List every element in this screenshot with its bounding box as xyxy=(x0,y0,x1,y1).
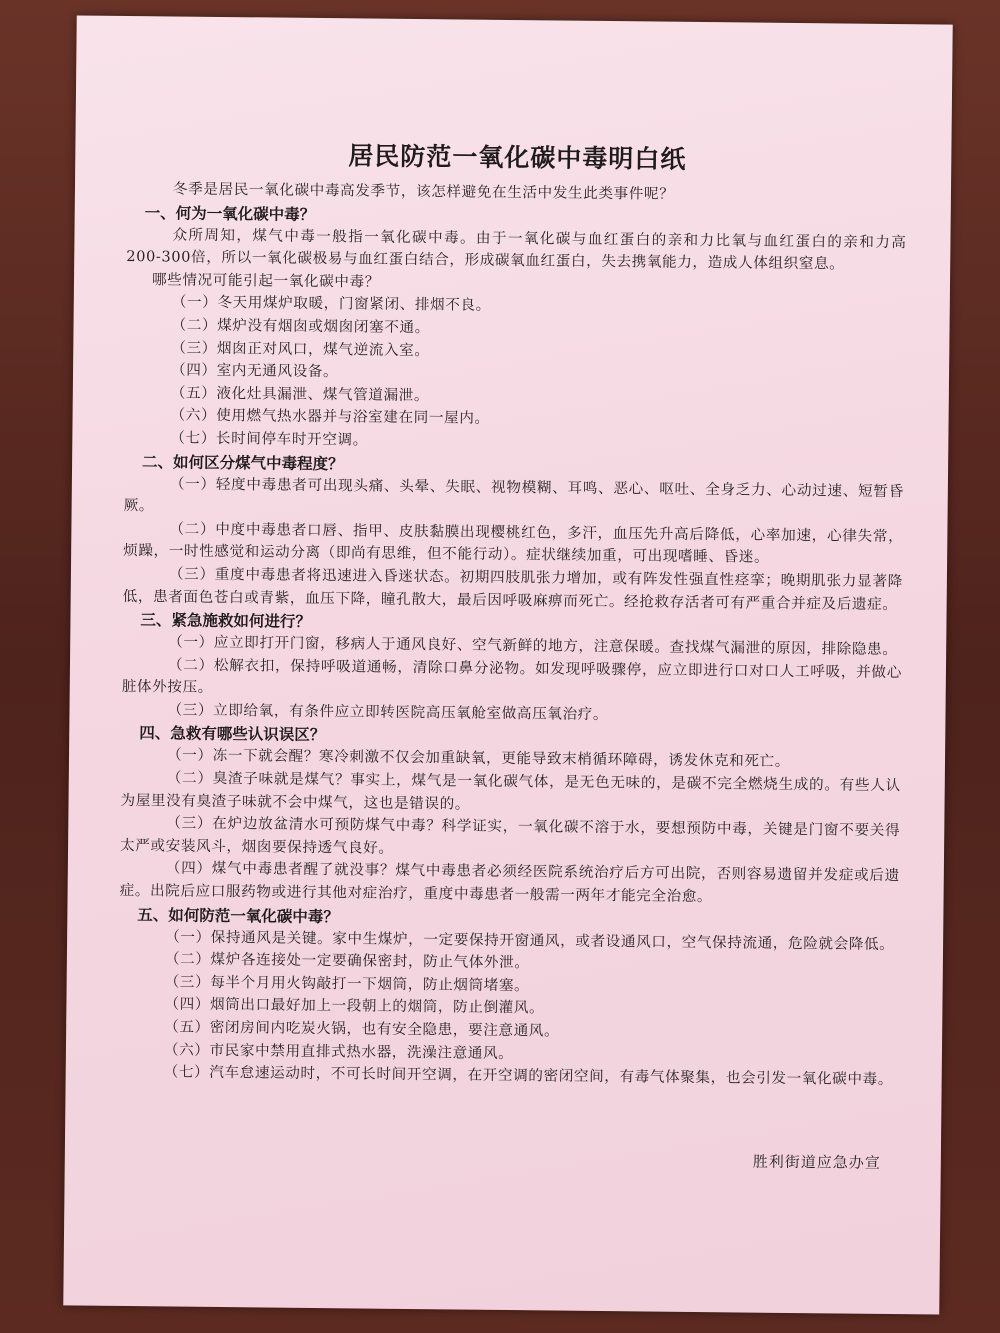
section-5-last-paragraph: （七）汽车怠速运动时，不可长时间开空调，在开空调的密闭空间，有毒气体聚集，也会引发一氧化碳中毒。 xyxy=(163,1063,894,1089)
section-3-heading: 三、紧急施救如何进行？ xyxy=(140,610,312,632)
section-4-heading: 四、急救有哪些认识误区？ xyxy=(139,723,326,745)
notice-content xyxy=(118,134,908,1092)
section-1-item: （五）液化灶具漏泄、煤气管道漏泄。 xyxy=(170,384,430,404)
section-5-item: （六）市民家中禁用直排式热水器，洗澡注意通风。 xyxy=(163,1041,514,1062)
section-1-item: （四）室内无通风设备。 xyxy=(170,361,339,381)
section-2-paragraph: （二）中度中毒患者口唇、指甲、皮肤黏膜出现樱桃红色，多汗，血压先升高后降低，心率加速，心律失常，烦躁，一时性感觉和运动分离（即尚有思维，但不能行动）。症状继续加重，可出现嗜睡、昏迷。 xyxy=(123,520,904,567)
section-1-paragraph: 众所周知，煤气中毒一般指一氧化碳中毒。由于一氧化碳与血红蛋白的亲和力比氧与血红蛋白的亲和力高200-300倍，所以一氧化碳极易与血红蛋白结合，形成碳氧血红蛋白，失去携氧能力，造成人体组织窒息。 xyxy=(126,226,907,273)
section-2-paragraph: （一）轻度中毒患者可出现头痛、头晕、失眠、视物模糊、耳鸣、恶心、呕吐、全身乏力、心动过速、短暂昏厥。 xyxy=(123,474,904,515)
section-1-item: （三）烟囱正对风口，煤气逆流入室。 xyxy=(171,339,430,359)
section-3-paragraph: （一）应立即打开门窗，移病人于通风良好、空气新鲜的地方，注意保暖。查找煤气漏泄的原因，排除隐患。 xyxy=(168,633,898,659)
section-2-heading: 二、如何区分煤气中毒程度？ xyxy=(142,451,344,473)
section-5-item: （三）每半个月用火钩敲打一下烟筒，防止烟筒堵塞。 xyxy=(164,973,530,995)
section-3-paragraph: （二）松解衣扣，保持呼吸道通畅，清除口鼻分泌物。如发现呼吸骤停，应立即进行口对口人工呼吸，并做心脏体外按压。 xyxy=(121,656,903,697)
issuer-signature: 胜利街道应急办宣 xyxy=(752,1152,881,1172)
section-1-item: （一）冬天用煤炉取暖，门窗紧闭、排烟不良。 xyxy=(171,293,491,315)
section-5-item: （二）煤炉各连接处一定要确保密封，防止气体外泄。 xyxy=(164,950,530,972)
section-5-paragraph: （一）保持通风是关键。家中生煤炉，一定要保持开窗通风，或者设通风口，空气保持流通，危险就会降低。 xyxy=(165,928,895,953)
intro-paragraph: 冬季是居民一氧化碳中毒高发季节，该怎样避免在生活中发生此类事件呢？ xyxy=(172,180,675,203)
section-1-item: （六）使用燃气热水器并与浴室建在同一屋内。 xyxy=(170,406,490,428)
section-1-heading: 一、何为一氧化碳中毒？ xyxy=(144,202,316,224)
section-5-item: （四）烟筒出口最好加上一段朝上的烟筒，防止倒灌风。 xyxy=(164,995,545,1017)
section-2-paragraph: （三）重度中毒患者将迅速进入昏迷状态。初期四肢肌张力增加，或有阵发性强直性痉挛；晚期肌张力显著降低，患者面色苍白或青紫，血压下降，瞳孔散大，最后因呼吸麻痹而死亡。经抢救存活者可有严重合并症及后遗症。 xyxy=(122,565,903,613)
section-5-item: （五）密闭房间内吃炭火锅，也有安全隐患，要注意通风。 xyxy=(164,1018,560,1040)
section-4-paragraph: （四）煤气中毒患者醒了就没事？煤气中毒患者必须经医院系统治疗后方可出院，否则容易遗留并发症或后遗症。出院后应口服药物或进行其他对症治疗，重度中毒患者一般需一两年才能完全治愈。 xyxy=(119,859,900,906)
pink-notice-paper xyxy=(63,15,952,1314)
section-1-item: （二）煤炉没有烟囱或烟囱闭塞不通。 xyxy=(171,316,430,337)
section-3-paragraph: （三）立即给氧，有条件应立即转医院高压氧舱室做高压氧治疗。 xyxy=(167,701,609,723)
notice-title: 居民防范一氧化碳中毒明白纸 xyxy=(348,141,687,174)
section-1-subheading: 哪些情况可能引起一氧化碳中毒？ xyxy=(151,271,381,291)
section-4-paragraph: （二）臭渣子味就是煤气？事实上，煤气是一氧化碳气体，是无色无味的，是碳不完全燃烧生成的。有些人认为屋里没有臭渣子味就不会中煤气，这也是错误的。 xyxy=(120,769,901,813)
section-4-paragraph: （一）冻一下就会醒？寒冷刺激不仅会加重缺氧，更能导致末梢循环障碍，诱发休克和死亡。 xyxy=(166,746,791,771)
section-4-paragraph: （三）在炉边放盆清水可预防煤气中毒？科学证实，一氧化碳不溶于水，要想预防中毒，关键是门窗不要关得太严或安装风斗，烟囱要保持透气良好。 xyxy=(120,814,901,857)
section-1-item: （七）长时间停车时开空调。 xyxy=(170,429,368,449)
section-5-heading: 五、如何防范一氧化碳中毒？ xyxy=(137,904,339,926)
